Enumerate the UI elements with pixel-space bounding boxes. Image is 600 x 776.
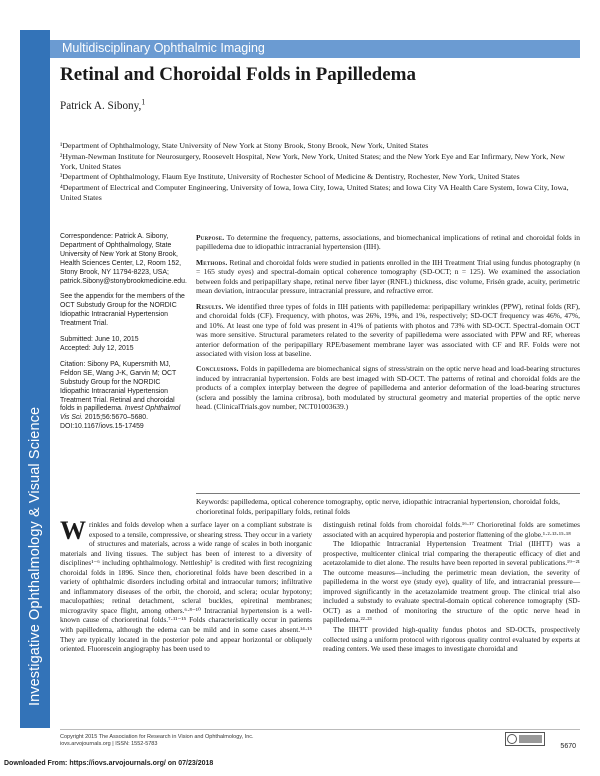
journal-sidebar	[20, 30, 50, 728]
footer-info	[60, 734, 500, 748]
keywords: Keywords: papilledema, optical coherence tomography, optic nerve, idiopathic intracranial hypertension, choroidal folds, chorioretinal folds, peripapillary folds, retinal folds	[196, 497, 560, 516]
abstract-conclusions: Conclusions. Folds in papilledema are biomechanical signs of stress/strain on the optic nerve head and load-bearing structures induced by intracranial hypertension. Folds are best imaged with SD-OCT. The patterns of retinal and choroidal folds are the products of a complex interplay between the degree of papilledema and anterior deformation of the load-bearing structures (sclera and possibly the lamina cribrosa), both modulated by structural geometry and material properties of the optic nerve head. (ClinicalTrials.gov number, NCT01003639.)	[196, 364, 580, 412]
article-title: Retinal and Choroidal Folds in Papilledema	[60, 64, 416, 85]
footer-rule	[60, 729, 580, 730]
body-column-left	[60, 516, 312, 654]
body-left-text: rinkles and folds develop when a surface layer on a compliant substrate is exposed to a tensile, compressive, or shearing stress. They occur in a variety of structures and materials, across a wide range of scales in both inorganic materials and living tissues. The subject has been of interest to a diversity of disciplines¹⁻⁶ including ophthalmology. Nettleship⁷ is credited with first recognizing choroidal folds in 1896. Since then, chorioretinal folds have been described in a variety of ophthalmic disorders including orbital and intraocular tumors; infiltrative and inflammatory diseases of the orbit, the choroid, and sclera; ocular hypotony; maculopathies; retinal detachment, scleral buckles, epiretinal membranes; microgravity space flight, among others.⁶·⁸⁻¹⁰ Intracranial hypertension is a well-known cause of chorioretinal folds.⁷·¹¹⁻¹⁵ Folds characteristically occur in patients with papilledema, although the edema can be mild and in some cases absent.¹⁴·¹⁵ They are typically located in the posterior pole and appear horizontal or obliquely oriented. Fluorescein angiography has been used to	[60, 520, 312, 654]
abstract-purpose: Purpose. To determine the frequency, patterns, associations, and biomechanical implications of retinal and choroidal folds in papilledema due to idiopathic intracranial hypertension (IIH).	[196, 233, 580, 252]
body-column-right	[323, 520, 580, 654]
citation: Citation: Sibony PA, Kupersmith MJ, Feldon SE, Wang J-K, Garvin M; OCT Substudy Group for the NORDIC Idiopathic Intracranial Hypertension Treatment Trial. Retinal and choroidal folds in papilledema. Invest Ophthalmol Vis Sci. 2015;56:5670–5680. DOI:10.1167/iovs.15-17459	[60, 360, 181, 431]
author-list: Patrick A. Sibony,$^1$	[60, 97, 146, 112]
correspondence: Correspondence: Patrick A. Sibony, Department of Ophthalmology, State University of New York at Stony Brook, Health Sciences Center, L2, Room 152, Stony Brook, NY 11794-8223, USA; patrick.Sibony@stonybrookmedicine.edu.	[60, 233, 187, 285]
body-right-paragraph-2: The Idiopathic Intracranial Hypertension Treatment Trial (IIHTT) was a prospective, multicenter clinical trial comparing the therapeutic efficacy of diet and acetazolamide to diet alone. The results have been reported in several publications.¹⁹⁻²¹ The outcome measures—including the perimetric mean deviation, the severity of papilledema in the worst eye (study eye), quality of life, and intracranial pressure—improved significantly in the acetazolamide treatment group. The clinical trial also included a substudy to evaluate spectral-domain optical coherence tomography (SD-OCT) as a method of monitoring the structure of the optic nerve head in papilledema.²²·²³	[323, 539, 580, 625]
issn: iovs.arvojournals.org | ISSN: 1552-5783	[60, 741, 158, 747]
affiliations	[60, 141, 580, 204]
appendix-note: See the appendix for the members of the OCT Substudy Group for the NORDIC Idiopathic Intracranial Hypertension Treatment Trial.	[60, 293, 185, 328]
license-logo-icon	[505, 732, 545, 746]
affiliation-3: ³Department of Ophthalmology, Flaum Eye Institute, University of Rochester School of Medicine & Dentistry, Rochester, New York, United States	[60, 172, 520, 182]
journal-name-vertical: Investigative Ophthalmology & Visual Science	[27, 406, 43, 706]
keywords-rule	[196, 493, 580, 494]
body-right-paragraph-3: The IIHTT provided high-quality fundus photos and SD-OCTs, prospectively collected using a uniform protocol with rigorous quality control evaluated by experts at reading centers. We used these images to investigate choroidal and	[323, 625, 580, 654]
page-number: 5670	[560, 743, 576, 750]
copyright: Copyright 2015 The Association for Research in Vision and Ophthalmology, Inc.	[60, 734, 254, 740]
accepted-date: Accepted: July 12, 2015	[60, 344, 134, 352]
body-right-paragraph-1: distinguish retinal folds from choroidal folds.¹⁶·¹⁷ Chorioretinal folds are sometimes associated with an acquired hyperopia and posterior flattening of the globe.¹·²·¹³·¹⁵·¹⁸	[323, 520, 580, 539]
affiliation-1: ¹Department of Ophthalmology, State University of New York at Stony Brook, Stony Brook, New York, United States	[60, 141, 429, 150]
affiliation-2: ²Hyman-Newman Institute for Neurosurgery, Roosevelt Hospital, New York, New York, United States; and the New York Eye and Ear Infirmary, New York, New York, United States	[60, 151, 565, 171]
submitted-date: Submitted: June 10, 2015	[60, 336, 139, 344]
download-stamp: Downloaded From: https://iovs.arvojournals.org/ on 07/23/2018	[4, 760, 214, 767]
dates	[60, 336, 188, 354]
abstract	[196, 233, 580, 418]
abstract-results: Results. We identified three types of folds in IIH patients with papilledema: peripapillary wrinkles (PPW), retinal folds (RF), and choroidal folds (CF). Frequency, with photos, was 26%, 19%, and 1%, respectively; SD-OCT frequency was 46%, 47%, and 10%. At least one type of fold was present in 41% of patients with photos and 73% with SD-OCT. Spectral-domain OCT was more sensitive. Structural parameters related to the severity of papilledema were associated with PPW and RF, whereas anterior deformation of the peripapillary RPE/basement membrane layer was associated with CF and RF. Folds were not associated with vision loss at baseline.	[196, 301, 580, 358]
section-banner	[50, 40, 580, 58]
section-label: Multidisciplinary Ophthalmic Imaging	[62, 41, 265, 55]
article-info-column	[60, 233, 188, 439]
abstract-methods: Methods. Retinal and choroidal folds were studied in patients enrolled in the IIH Treatment Trial using fundus photography (n = 165 study eyes) and spectral-domain optical coherence tomography (SD-OCT; n = 125). We examined the association between folds and peripapillary shape, retinal nerve fiber layer (RNFL) thickness, disc volume, Frisén grade, acuity, perimetric mean deviation, intraocular pressure, intracranial pressure, and refractive error.	[196, 257, 580, 296]
affiliation-4: ⁴Department of Electrical and Computer Engineering, University of Iowa, Iowa City, Iowa, United States; and Iowa City VA Health Care System, Iowa City, Iowa, United States	[60, 183, 569, 202]
drop-cap: W	[60, 516, 86, 545]
